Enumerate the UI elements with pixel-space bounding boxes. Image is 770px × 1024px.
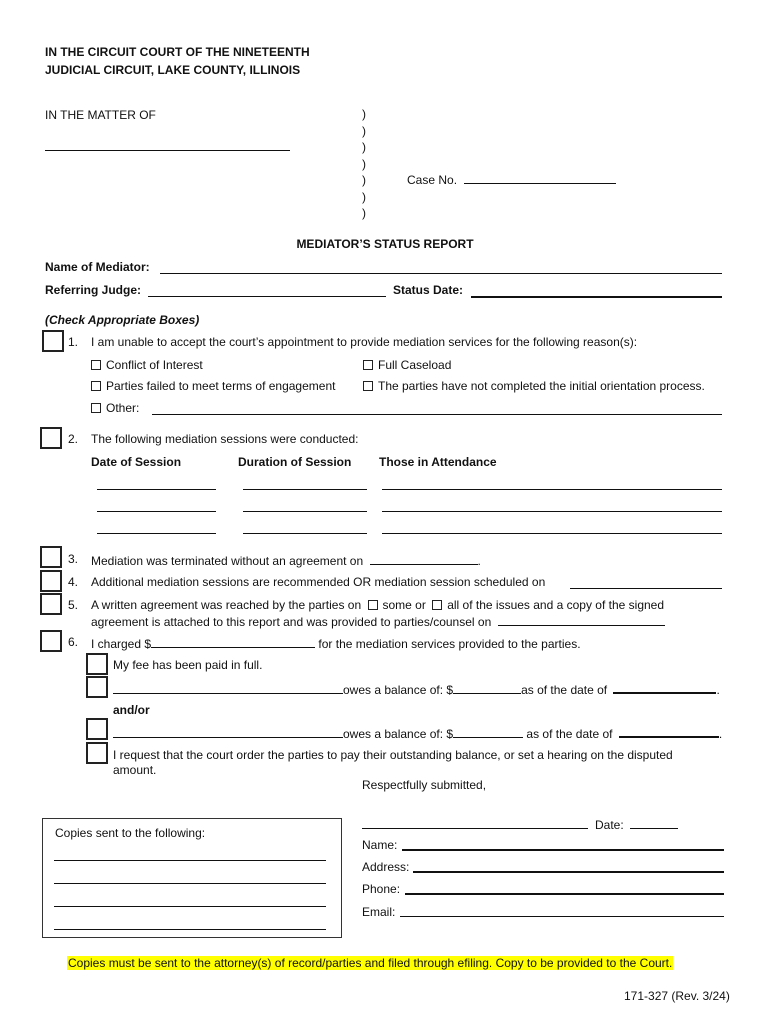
copies-recipient-field-4[interactable] (54, 929, 326, 930)
court-order-line1: I request that the court order the parties to pay their outstanding balance, or set a hearing on the disputed (113, 748, 673, 762)
item5-checkbox[interactable] (40, 593, 62, 615)
caption-parentheses: ) ) ) ) ) ) ) (362, 107, 366, 220)
item4-number: 4. (68, 575, 79, 589)
item2-checkbox[interactable] (40, 427, 62, 449)
item1-number: 1. (68, 335, 79, 349)
balance2-asof-label: as of the date of (526, 727, 613, 741)
mediator-name-field[interactable] (160, 273, 722, 274)
item3-text: Mediation was terminated without an agreement on (91, 554, 364, 568)
court-order-checkbox[interactable] (86, 742, 108, 764)
phone-field[interactable] (405, 893, 724, 895)
item5-text-b: agreement is attached to this report and was provided to parties/counsel on (91, 615, 492, 629)
terms-label: Parties failed to meet terms of engagement (106, 379, 336, 393)
termination-date-field[interactable] (370, 552, 478, 565)
balance1-period: . (716, 683, 720, 697)
balance1-asof-label: as of the date of (521, 683, 608, 697)
session-date-field-3[interactable] (97, 533, 216, 534)
status-date-field[interactable] (471, 296, 722, 298)
check-heading: (Check Appropriate Boxes) (45, 313, 200, 327)
item5-text-a: A written agreement was reached by the parties on (91, 598, 362, 612)
copies-recipient-field-3[interactable] (54, 906, 326, 907)
case-no-label: Case No. (407, 173, 458, 187)
all-issues-label: all of the issues and a copy of the signed (447, 598, 665, 612)
other-label: Other: (106, 401, 140, 415)
scheduled-session-field[interactable] (570, 588, 722, 589)
court-name-line2: JUDICIAL CIRCUIT, LAKE COUNTY, ILLINOIS (45, 63, 301, 77)
copies-label: Copies sent to the following: (55, 826, 206, 840)
some-issues-checkbox[interactable] (368, 600, 378, 610)
item3-number: 3. (68, 552, 79, 566)
respectfully-submitted: Respectfully submitted, (362, 778, 487, 792)
page-title: MEDIATOR’S STATUS REPORT (296, 237, 474, 251)
session-duration-field-1[interactable] (243, 489, 367, 490)
option-terms[interactable] (91, 379, 335, 393)
terms-checkbox[interactable] (91, 381, 101, 391)
conflict-label: Conflict of Interest (106, 358, 203, 372)
address-field[interactable] (413, 871, 724, 873)
option-other[interactable] (91, 401, 139, 415)
balance1-row (113, 681, 720, 697)
item5-number: 5. (68, 598, 79, 612)
signature-date-label: Date: (595, 818, 624, 832)
option-conflict[interactable] (91, 358, 203, 372)
other-reason-field[interactable] (152, 414, 722, 415)
col-date-of-session: Date of Session (91, 455, 182, 469)
case-number-field[interactable] (464, 171, 616, 184)
balance1-date-field[interactable] (613, 681, 716, 694)
session-date-field-2[interactable] (97, 511, 216, 512)
session-attendance-field-3[interactable] (382, 533, 722, 534)
item3-period: . (477, 554, 481, 568)
caseload-checkbox[interactable] (363, 360, 373, 370)
referring-judge-label: Referring Judge: (45, 283, 142, 297)
item1-checkbox[interactable] (42, 330, 64, 352)
item2-number: 2. (68, 432, 79, 446)
name-label: Name: (362, 838, 398, 852)
and-or-label: and/or (113, 703, 150, 717)
status-date-label: Status Date: (393, 283, 464, 297)
session-attendance-field-1[interactable] (382, 489, 722, 490)
item5-line1 (91, 598, 664, 612)
signature-date-row (595, 816, 678, 832)
item4-text: Additional mediation sessions are recommended OR mediation session scheduled on (91, 575, 546, 589)
case-number-row (407, 171, 616, 187)
email-label: Email: (362, 905, 396, 919)
item3-row (91, 552, 481, 568)
session-date-field-1[interactable] (97, 489, 216, 490)
charged-prefix: I charged $ (91, 637, 152, 651)
item3-checkbox[interactable] (40, 546, 62, 568)
charged-amount-field[interactable] (151, 635, 315, 648)
form-number: 171-327 (Rev. 3/24) (624, 989, 730, 1003)
court-order-line2: amount. (113, 763, 157, 777)
fee-paid-label: My fee has been paid in full. (113, 658, 263, 672)
signature-date-field[interactable] (630, 816, 678, 829)
some-issues-label: some or (382, 598, 426, 612)
item6-row (91, 635, 581, 651)
fee-paid-checkbox[interactable] (86, 653, 108, 675)
orientation-label: The parties have not completed the initial orientation process. (378, 379, 705, 393)
balance1-owes-label: owes a balance of: $ (343, 683, 454, 697)
copies-recipient-field-2[interactable] (54, 883, 326, 884)
item6-number: 6. (68, 635, 79, 649)
orientation-checkbox[interactable] (363, 381, 373, 391)
matter-name-field[interactable] (45, 150, 290, 151)
col-duration-of-session: Duration of Session (238, 455, 352, 469)
balance2-period: . (718, 727, 723, 741)
mediator-label: Name of Mediator: (45, 260, 150, 274)
name-field[interactable] (402, 849, 724, 851)
all-issues-checkbox[interactable] (432, 600, 442, 610)
session-duration-field-2[interactable] (243, 511, 367, 512)
agreement-provided-date-field[interactable] (498, 613, 665, 626)
item4-checkbox[interactable] (40, 570, 62, 592)
item2-text: The following mediation sessions were conducted: (91, 432, 359, 446)
copies-recipient-field-1[interactable] (54, 860, 326, 861)
referring-judge-field[interactable] (148, 296, 386, 297)
balance2-owes-label: owes a balance of: $ (343, 727, 454, 741)
option-orientation[interactable] (363, 379, 705, 393)
caseload-label: Full Caseload (378, 358, 452, 372)
session-duration-field-3[interactable] (243, 533, 367, 534)
balance2-checkbox[interactable] (86, 718, 108, 740)
email-field[interactable] (400, 916, 724, 917)
col-those-in-attendance: Those in Attendance (379, 455, 497, 469)
balance2-date-field[interactable] (619, 725, 719, 738)
other-checkbox[interactable] (91, 403, 101, 413)
balance2-amount-field[interactable] (453, 725, 523, 738)
signature-field[interactable] (362, 828, 588, 829)
item5-line2 (91, 613, 665, 629)
matter-label: IN THE MATTER OF (45, 108, 156, 122)
phone-label: Phone: (362, 882, 401, 896)
item6-checkbox[interactable] (40, 630, 62, 652)
balance2-party-field[interactable] (113, 725, 343, 738)
balance1-checkbox[interactable] (86, 676, 108, 698)
session-attendance-field-2[interactable] (382, 511, 722, 512)
charged-suffix: for the mediation services provided to the parties. (318, 637, 581, 651)
conflict-checkbox[interactable] (91, 360, 101, 370)
balance1-amount-field[interactable] (453, 681, 521, 694)
address-label: Address: (362, 860, 410, 874)
balance1-party-field[interactable] (113, 681, 343, 694)
balance2-row (113, 725, 722, 741)
option-caseload[interactable] (363, 358, 451, 372)
efiling-notice: Copies must be sent to the attorney(s) of record/parties and filed through efiling. Copy to be provided to the Court. (68, 956, 673, 970)
court-name-line1: IN THE CIRCUIT COURT OF THE NINETEENTH (45, 45, 310, 59)
item1-text: I am unable to accept the court’s appointment to provide mediation services for the following reason(s): (91, 335, 638, 349)
